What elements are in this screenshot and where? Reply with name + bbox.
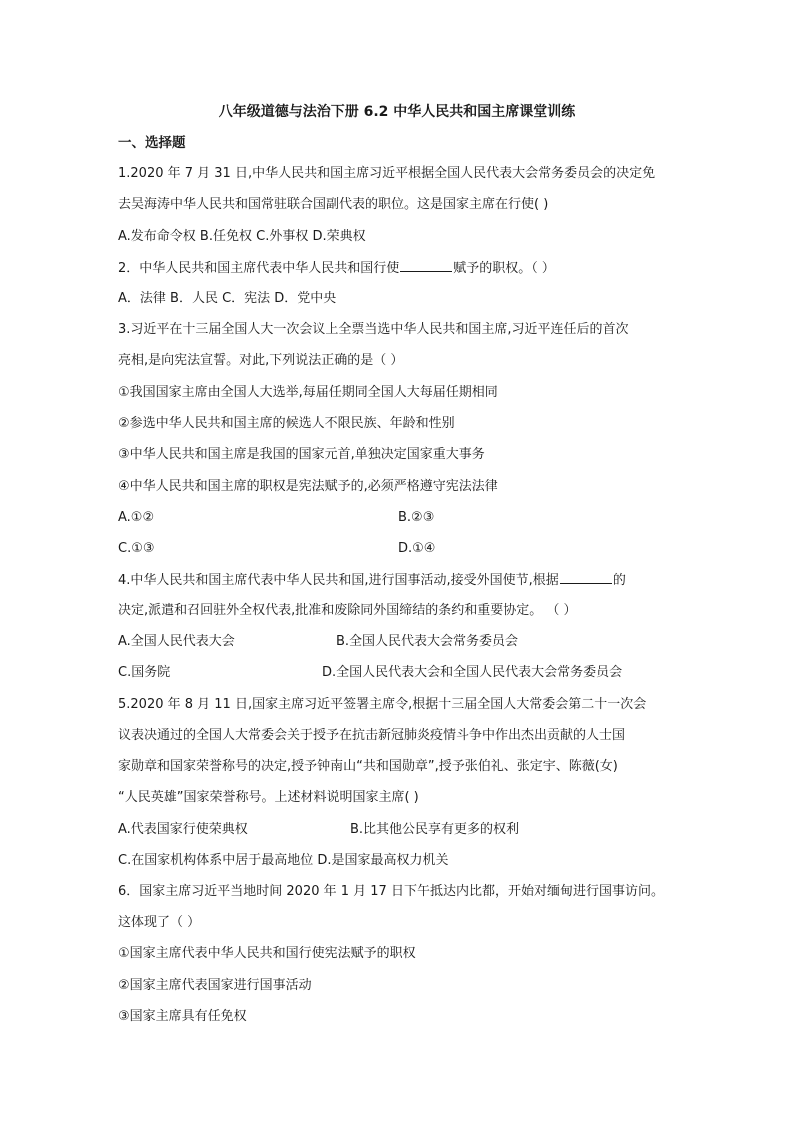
q2-text-pre: 2．中华人民共和国主席代表中华人民共和国行使: [118, 261, 400, 276]
q5-option-a: A.代表国家行使荣典权: [118, 822, 248, 837]
answer-blank: [400, 259, 452, 272]
q3-option-c: C.①③: [118, 541, 155, 556]
q3-statement-2: ②参选中华人民共和国主席的候选人不限民族、年龄和性别: [118, 416, 455, 431]
q4-text-pre: 4.中华人民共和国主席代表中华人民共和国,进行国事活动,接受外国使节,根据: [118, 573, 559, 588]
q4-option-d: D.全国人民代表大会和全国人民代表大会常务委员会: [322, 665, 623, 680]
q5-option-cd: C.在国家机构体系中居于最高地位 D.是国家最高权力机关: [118, 853, 449, 868]
q4-text-post: 的: [612, 573, 626, 588]
q3-text-line1: 3.习近平在十三届全国人大一次会议上全票当选中华人民共和国主席,习近平连任后的首次: [118, 322, 629, 337]
q2-text-post: 赋予的职权。（ ）: [453, 261, 555, 276]
q2-options: A．法律 B．人民 C．宪法 D．党中央: [118, 291, 337, 306]
q1-options: A.发布命令权 B.任免权 C.外事权 D.荣典权: [118, 229, 366, 244]
q3-option-d: D.①④: [398, 541, 436, 556]
q6-statement-1: ①国家主席代表中华人民共和国行使宪法赋予的职权: [118, 946, 416, 961]
q3-statement-4: ④中华人民共和国主席的职权是宪法赋予的,必须严格遵守宪法法律: [118, 479, 498, 494]
q3-option-a: A.①②: [118, 510, 155, 525]
q6-text-line1: 6．国家主席习近平当地时间 2020 年 1 月 17 日下午抵达内比都，开始对缅甸进行国事访问。: [118, 884, 664, 899]
q1-text-line1: 1.2020 年 7 月 31 日,中华人民共和国主席习近平根据全国人民代表大会常务委员会的决定免: [118, 166, 656, 181]
q4-option-c: C.国务院: [118, 665, 171, 680]
q5-text-line4: “人民英雄”国家荣誉称号。上述材料说明国家主席( ): [118, 790, 419, 805]
q6-text-line2: 这体现了（ ）: [118, 915, 201, 930]
q3-option-b: B.②③: [398, 510, 435, 525]
q5-text-line1: 5.2020 年 8 月 11 日,国家主席习近平签署主席令,根据十三届全国人大常委会第二十一次会: [118, 697, 647, 712]
q3-text-line2: 亮相,是向宪法宣誓。对此,下列说法正确的是（ ）: [118, 353, 404, 368]
page-title: 八年级道德与法治下册 6.2 中华人民共和国主席课堂训练: [218, 104, 576, 120]
q6-statement-2: ②国家主席代表国家进行国事活动: [118, 978, 312, 993]
q3-statement-3: ③中华人民共和国主席是我国的国家元首,单独决定国家重大事务: [118, 447, 485, 462]
q4-text-line1: [118, 571, 626, 590]
q4-option-b: B.全国人民代表大会常务委员会: [336, 634, 519, 649]
section-heading: 一、选择题: [118, 135, 186, 151]
q4-option-a: A.全国人民代表大会: [118, 634, 235, 649]
q5-text-line3: 家勋章和国家荣誉称号的决定,授予钟南山“共和国勋章”,授予张伯礼、张定宇、陈薇(女): [118, 759, 618, 774]
q5-text-line2: 议表决通过的全国人大常委会关于授予在抗击新冠肺炎疫情斗争中作出杰出贡献的人士国: [118, 728, 626, 743]
q1-text-line2: 去吴海涛中华人民共和国常驻联合国副代表的职位。这是国家主席在行使( ): [118, 197, 549, 212]
q5-option-b: B.比其他公民享有更多的权利: [350, 822, 520, 837]
q4-text-line2: 决定,派遣和召回驻外全权代表,批准和废除同外国缔结的条约和重要协定。 （ ）: [118, 603, 577, 618]
answer-blank: [560, 571, 612, 584]
q6-statement-3: ③国家主席具有任免权: [118, 1009, 247, 1024]
q3-statement-1: ①我国国家主席由全国人大选举,每届任期同全国人大每届任期相同: [118, 385, 498, 400]
q2-text-line1: [118, 259, 555, 278]
